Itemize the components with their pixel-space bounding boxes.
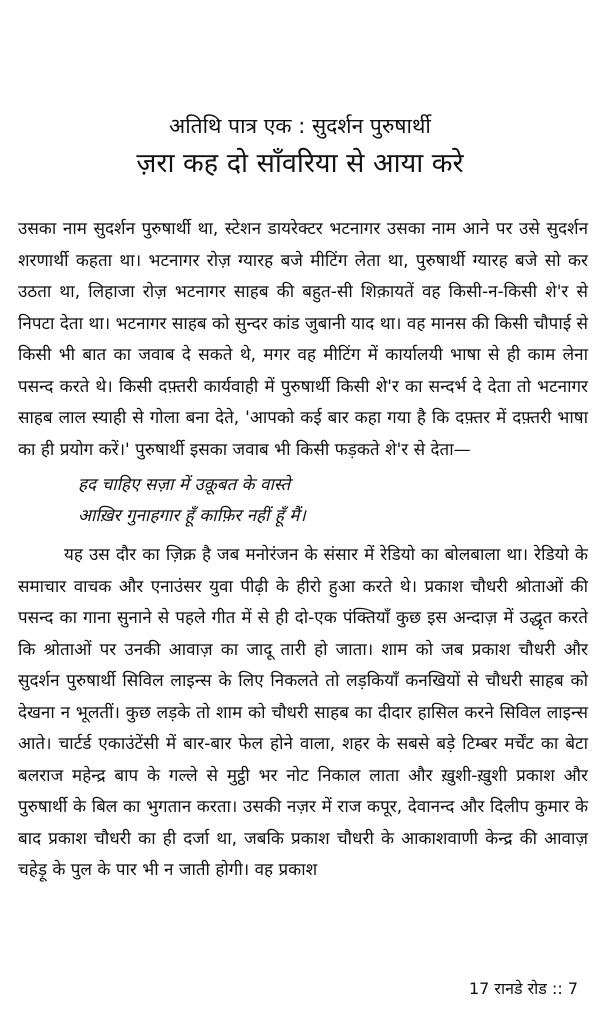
verse-line-2: आख़िर गुनाहगार हूँ काफ़िर नहीं हूँ मैं।	[78, 506, 306, 526]
paragraph-2: यह उस दौर का ज़िक्र है जब मनोरंजन के संसार में रेडियो का बोलबाला था। रेडियो के समाचार वाचक और एनाउंसर युवा पीढ़ी के हीरो हुआ करते थे। प्रकाश चौधरी श्रोताओं की पसन्द का गाना सुनाने से पहले गीत में से ही दो-एक पंक्तियाँ कुछ इस अन्दाज़ में उद्धृत करते कि श्रोताओं पर उनकी आवाज़ का जादू तारी हो जाता। शाम को जब प्रकाश चौधरी और सुदर्शन पुरुषार्थी सिविल लाइन्स के लिए निकलते तो लड़कियाँ कनखियों से चौधरी साहब को देखना न भूलतीं। कुछ लड़के तो शाम को चौधरी साहब का दीदार हासिल करने सिविल लाइन्स आते। चार्टर्ड एकाउंटेंसी में बार-बार फेल होने वाला, शहर के सबसे बड़े टिम्बर मर्चेंट का बेटा बलराज महेन्द्र बाप के गल्ले से मुट्ठी भर नोट निकाल लाता और ख़ुशी-ख़ुशी प्रकाश और पुरुषार्थी के बिल का भुगतान करता। उसकी नज़र में राज कपूर, देवानन्द और दिलीप कुमार के बाद प्रकाश चौधरी का ही दर्जा था, जबकि प्रकाश चौधरी के आकाशवाणी केन्द्र की आवाज़ चहेड़ू के पुल के पार भी न जाती होगी। वह प्रकाश	[18, 545, 588, 880]
chapter-title: ज़रा कह दो साँवरिया से आया करे	[136, 148, 464, 179]
paragraph-1: उसका नाम सुदर्शन पुरुषार्थी था, स्टेशन डायरेक्टर भटनागर उसका नाम आने पर उसे सुदर्शन शरणार्थी कहता था। भटनागर रोज़ ग्यारह बजे मीटिंग लेता था, पुरुषार्थी ग्यारह बजे सो कर उठता था, लिहाजा रोज़ भटनागर साहब की बहुत-सी शिक़ायतें वह किसी-न-किसी शे'र से निपटा देता था। भटनागर साहब को सुन्दर कांड जुबानी याद था। वह मानस की किसी चौपाई से किसी भी बात का जवाब दे सकते थे, मगर वह मीटिंग में कार्यालयी भाषा से ही काम लेना पसन्द करते थे। किसी दफ़्तरी कार्यवाही में पुरुषार्थी किसी शे'र का सन्दर्भ दे देता तो भटनागर साहब लाल स्याही से गोला बना देते, 'आपको कई बार कहा गया है कि दफ़्तर में दफ़्तरी भाषा का ही प्रयोग करें।' पुरुषार्थी इसका जवाब भी किसी फड़कते शे'र से देता—	[18, 219, 588, 460]
chapter-subtitle: अतिथि पात्र एक : सुदर्शन पुरुषार्थी	[169, 114, 431, 138]
verse-line-1: हद चाहिए सज़ा में उक़ूबत के वास्ते	[78, 475, 291, 495]
chapter-body	[18, 214, 588, 887]
verse-couplet	[18, 470, 588, 532]
page-footer-running-head: 17 रानडे रोड :: 7	[468, 979, 578, 998]
